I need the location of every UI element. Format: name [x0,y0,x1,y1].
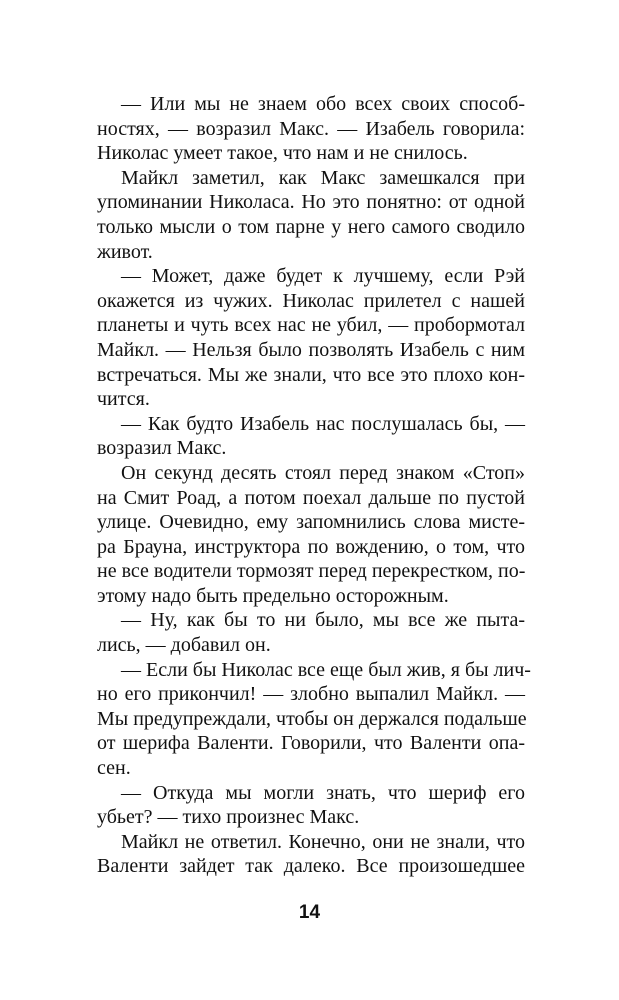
text-line: от шерифа Валенти. Говорили, что Валенти опа- [97,732,525,755]
text-line: чится. [97,388,150,411]
text-line: этому надо быть предельно осторожным. [97,584,449,607]
text-line: Майкл не ответил. Конечно, они не знали, что [121,830,525,853]
text-line: Он секунд десять стоял перед знаком «Стоп» [121,461,525,484]
text-line: не все водители тормозят перед перекрестком, по- [97,560,526,583]
text-line: — Ну, как бы то ни было, мы все же пыта- [121,609,525,632]
text-line: лись, — добавил он. [97,634,271,657]
text-line: но его прикончил! — злобно выпалил Майкл. — [97,683,525,706]
page-number: 14 [298,902,321,923]
text-line: — Как будто Изабель нас послушалась бы, — [121,412,525,435]
text-line: Валенти зайдет так далеко. Все произошедшее [97,855,525,878]
text-line: только мысли о том парне у него самого сводило [97,215,525,238]
text-line: ностях, — возразил Макс. — Изабель говорила: [97,117,525,140]
text-line: Мы предупреждали, чтобы он держался подальше [97,707,527,730]
text-line: на Смит Роад, а потом поехал дальше по пустой [97,486,525,509]
text-line: Майкл. — Нельзя было позволять Изабель с ним [97,338,525,361]
text-line: планеты и чуть всех нас не убил, — пробормотал [97,314,525,337]
body-text [97,92,531,879]
text-line: встречаться. Мы же знали, что все это плохо кон- [97,363,525,386]
text-line: — Может, даже будет к лучшему, если Рэй [121,265,525,288]
text-line: сен. [97,757,131,780]
text-line: возразил Макс. [97,437,227,460]
text-line: живот. [97,240,153,263]
text-line: ра Брауна, инструктора по вождению, о том, что [97,535,525,558]
text-line: Николас умеет такое, что нам и не снилось. [97,142,468,165]
text-line: — Откуда мы могли знать, что шериф его [121,781,525,804]
text-line: — Или мы не знаем обо всех своих способ- [121,93,525,115]
text-line: — Если бы Николас все еще был жив, я бы лич- [121,658,531,681]
text-line: убьет? — тихо произнес Макс. [97,806,360,829]
text-line: Майкл заметил, как Макс замешкался при [121,166,525,189]
text-line: упоминании Николаса. Но это понятно: от одной [97,191,525,214]
text-line: улице. Очевидно, ему запомнились слова мисте- [97,511,525,534]
text-line: окажется из чужих. Николас прилетел с нашей [97,289,525,312]
